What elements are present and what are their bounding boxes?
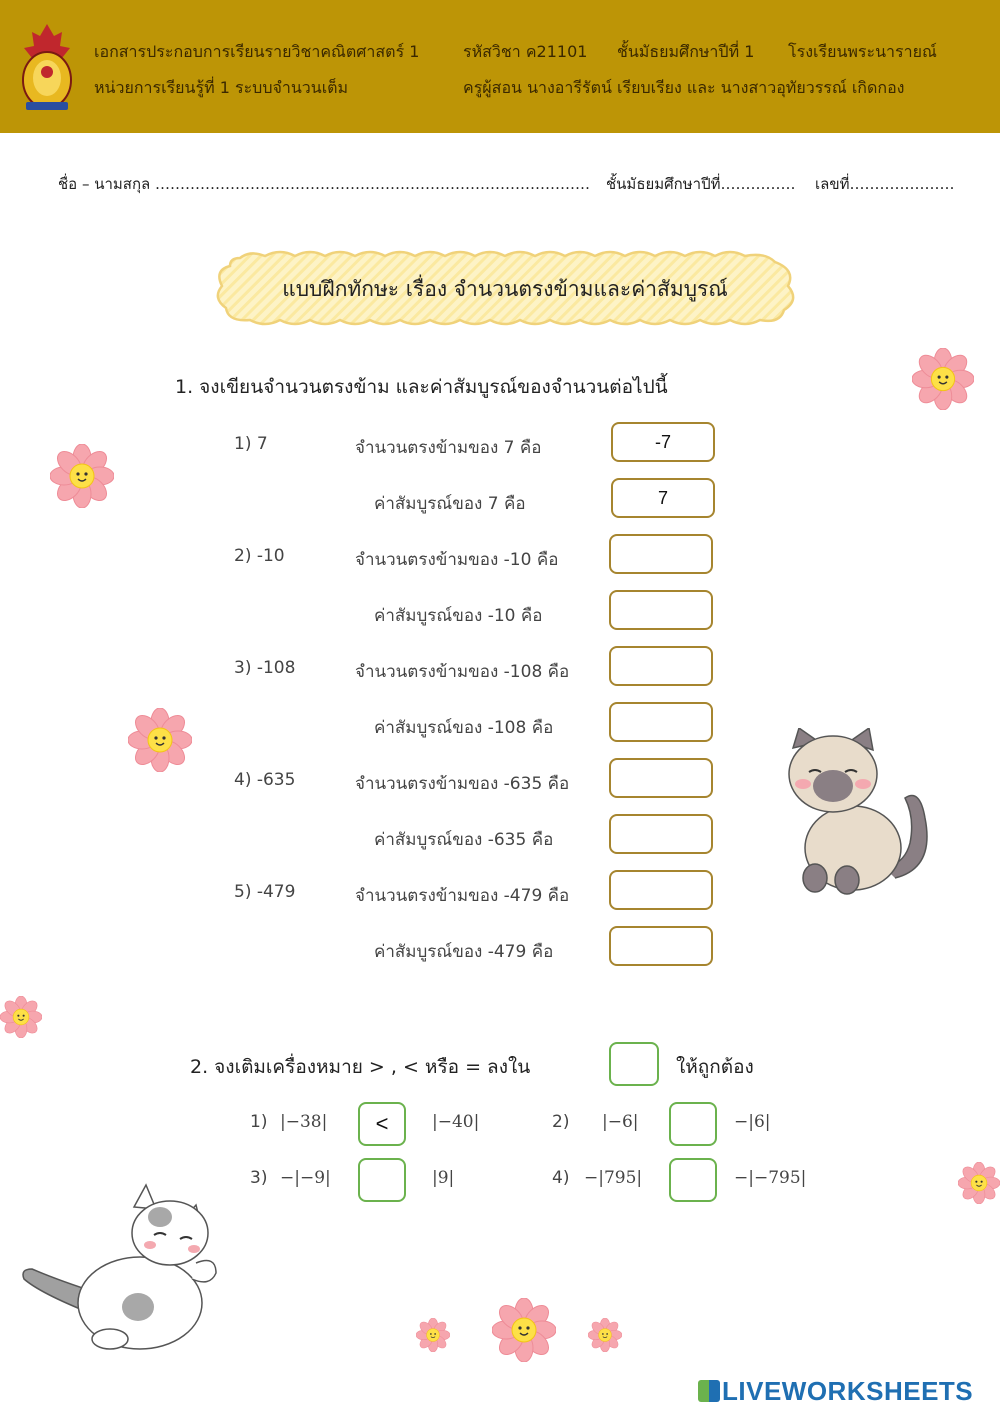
student-number-field: เลขที่………………… (815, 175, 955, 193)
q1-item-5-absolute-text: ค่าสัมบูรณ์ของ -479 คือ (374, 942, 554, 962)
header-banner (0, 0, 1000, 133)
student-name-field: ชื่อ – นามสกุล …………………………………………………………………………… (58, 175, 590, 193)
header-grade: ชั้นมัธยมศึกษาปีที่ 1 (617, 42, 755, 61)
q1-item-4-absolute-text: ค่าสัมบูรณ์ของ -635 คือ (374, 830, 554, 850)
header-teachers: ครูผู้สอน นางอารีรัตน์ เรียบเรียง และ นางสาวอุทัยวรรณ์ เกิดกอง (463, 78, 905, 97)
q2-item-1-label: 1) (250, 1112, 268, 1132)
q1-item-5-label: 5) -479 (234, 882, 296, 902)
liveworksheets-brand-text: LIVEWORKSHEETS (722, 1376, 974, 1406)
q2-item-1-answer[interactable]: < (358, 1102, 406, 1146)
q2-item-1-right: |−40| (432, 1112, 480, 1132)
worksheet-title: แบบฝึกทักษะ เรื่อง จำนวนตรงข้ามและค่าสัมบูรณ์ (282, 277, 728, 301)
flower-icon (492, 1298, 556, 1362)
q1-item-3-opposite-answer[interactable] (609, 646, 713, 686)
flower-icon (50, 444, 114, 508)
question2-heading: 2. จงเติมเครื่องหมาย > , < หรือ = ลงใน (190, 1056, 531, 1078)
q2-item-3-left: −|−9| (280, 1168, 331, 1188)
q2-item-3-answer[interactable] (358, 1158, 406, 1202)
q1-item-1-absolute-text: ค่าสัมบูรณ์ของ 7 คือ (374, 494, 526, 514)
example-symbol-box (609, 1042, 659, 1086)
flower-icon (0, 996, 42, 1038)
q2-item-2-label: 2) (552, 1112, 570, 1132)
q1-item-2-absolute-answer[interactable] (609, 590, 713, 630)
student-grade-field: ชั้นมัธยมศึกษาปีที่…………… (606, 175, 796, 193)
q1-item-3-absolute-text: ค่าสัมบูรณ์ของ -108 คือ (374, 718, 554, 738)
q2-item-1-left: |−38| (280, 1112, 328, 1132)
flower-icon (128, 708, 192, 772)
q1-item-1-opposite-text: จำนวนตรงข้ามของ 7 คือ (355, 438, 542, 458)
q1-item-4-absolute-answer[interactable] (609, 814, 713, 854)
header-unit: หน่วยการเรียนรู้ที่ 1 ระบบจำนวนเต็ม (94, 78, 349, 97)
q1-item-1-label: 1) 7 (234, 434, 268, 454)
q2-item-4-left: −|795| (584, 1168, 643, 1188)
q1-item-2-label: 2) -10 (234, 546, 285, 566)
flower-icon (912, 348, 974, 410)
liveworksheets-icon (698, 1380, 720, 1402)
sitting-cat-illustration (785, 728, 935, 896)
header-subject: เอกสารประกอบการเรียนรายวิชาคณิตศาสตร์ 1 (94, 42, 420, 61)
q2-item-2-right: −|6| (734, 1112, 771, 1132)
question2-heading-end: ให้ถูกต้อง (676, 1056, 754, 1078)
q1-item-2-absolute-text: ค่าสัมบูรณ์ของ -10 คือ (374, 606, 543, 626)
q2-item-3-right: |9| (432, 1168, 455, 1188)
q1-item-4-opposite-text: จำนวนตรงข้ามของ -635 คือ (355, 774, 570, 794)
flower-icon (958, 1162, 1000, 1204)
q1-item-3-label: 3) -108 (234, 658, 296, 678)
flower-icon (416, 1318, 450, 1352)
lying-cat-illustration (20, 1183, 220, 1355)
q1-item-1-opposite-answer[interactable]: -7 (611, 422, 715, 462)
q1-item-1-absolute-answer[interactable]: 7 (611, 478, 715, 518)
q1-item-4-opposite-answer[interactable] (609, 758, 713, 798)
q2-item-4-right: −|−795| (734, 1168, 807, 1188)
q2-item-2-left: |−6| (602, 1112, 639, 1132)
q2-item-2-answer[interactable] (669, 1102, 717, 1146)
q1-item-5-opposite-text: จำนวนตรงข้ามของ -479 คือ (355, 886, 570, 906)
flower-icon (588, 1318, 622, 1352)
question1-heading: 1. จงเขียนจำนวนตรงข้าม และค่าสัมบูรณ์ของจำนวนต่อไปนี้ (175, 376, 668, 398)
q1-item-5-opposite-answer[interactable] (609, 870, 713, 910)
school-emblem-icon (16, 22, 78, 114)
q1-item-4-label: 4) -635 (234, 770, 296, 790)
q1-item-5-absolute-answer[interactable] (609, 926, 713, 966)
q2-item-4-label: 4) (552, 1168, 570, 1188)
liveworksheets-logo[interactable] (698, 1376, 973, 1407)
q1-item-2-opposite-text: จำนวนตรงข้ามของ -10 คือ (355, 550, 559, 570)
q1-item-2-opposite-answer[interactable] (609, 534, 713, 574)
q2-item-4-answer[interactable] (669, 1158, 717, 1202)
q1-item-3-absolute-answer[interactable] (609, 702, 713, 742)
header-school: โรงเรียนพระนารายณ์ (788, 42, 937, 61)
q2-item-3-label: 3) (250, 1168, 268, 1188)
q1-item-3-opposite-text: จำนวนตรงข้ามของ -108 คือ (355, 662, 570, 682)
header-course-code: รหัสวิชา ค21101 (463, 42, 588, 61)
